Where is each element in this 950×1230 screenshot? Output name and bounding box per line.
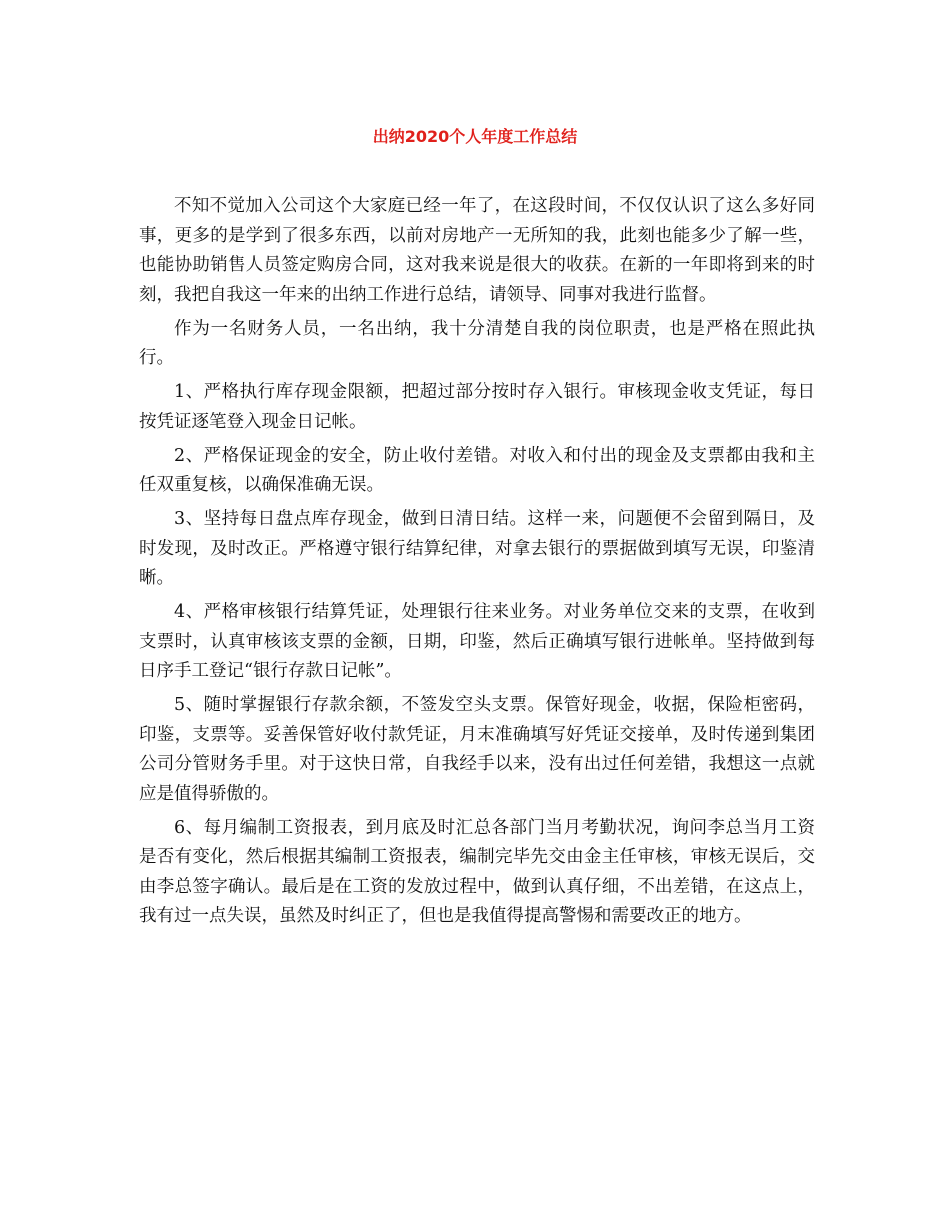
paragraph-item-4: 4、严格审核银行结算凭证，处理银行往来业务。对业务单位交来的支票，在收到支票时，认真审核该支票的金额，日期，印鉴，然后正确填写银行进帐单。坚持做到每日序手工登记“银行存款日记帐”。 <box>139 602 815 681</box>
paragraph-item-3: 3、坚持每日盘点库存现金，做到日清日结。这样一来，问题便不会留到隔日，及时发现，及时改正。严格遵守银行结算纪律，对拿去银行的票据做到填写无误，印鉴清晰。 <box>139 509 815 588</box>
paragraph-item-2: 2、严格保证现金的安全，防止收付差错。对收入和付出的现金及支票都由我和主任双重复核，以确保准确无误。 <box>139 445 815 495</box>
paragraph-item-1: 1、严格执行库存现金限额，把超过部分按时存入银行。审核现金收支凭证，每日按凭证逐笔登入现金日记帐。 <box>139 382 815 432</box>
paragraph-item-5: 5、随时掌握银行存款余额，不签发空头支票。保管好现金，收据，保险柜密码，印鉴，支票等。妥善保管好收付款凭证，月末准确填写好凭证交接单，及时传递到集团公司分管财务手里。对于这快日常，自我经手以来，没有出过任何差错，我想这一点就应是值得骄傲的。 <box>139 695 815 804</box>
paragraph-intro: 不知不觉加入公司这个大家庭已经一年了，在这段时间，不仅仅认识了这么多好同事，更多的是学到了很多东西，以前对房地产一无所知的我，此刻也能多少了解一些，也能协助销售人员签定购房合同，这对我来说是很大的收获。在新的一年即将到来的时刻，我把自我这一年来的出纳工作进行总结，请领导、同事对我进行监督。 <box>139 196 815 305</box>
paragraph-item-6: 6、每月编制工资报表，到月底及时汇总各部门当月考勤状况，询问李总当月工资是否有变化，然后根据其编制工资报表，编制完毕先交由金主任审核，审核无误后，交由李总签字确认。最后是在工资的发放过程中，做到认真仔细，不出差错，在这点上，我有过一点失误，虽然及时纠正了，但也是我值得提高警惕和需要改正的地方。 <box>139 817 815 926</box>
document-body <box>139 192 815 936</box>
paragraph-role: 作为一名财务人员，一名出纳，我十分清楚自我的岗位职责，也是严格在照此执行。 <box>139 318 815 368</box>
document-title: 出纳2020个人年度工作总结 <box>372 127 578 146</box>
